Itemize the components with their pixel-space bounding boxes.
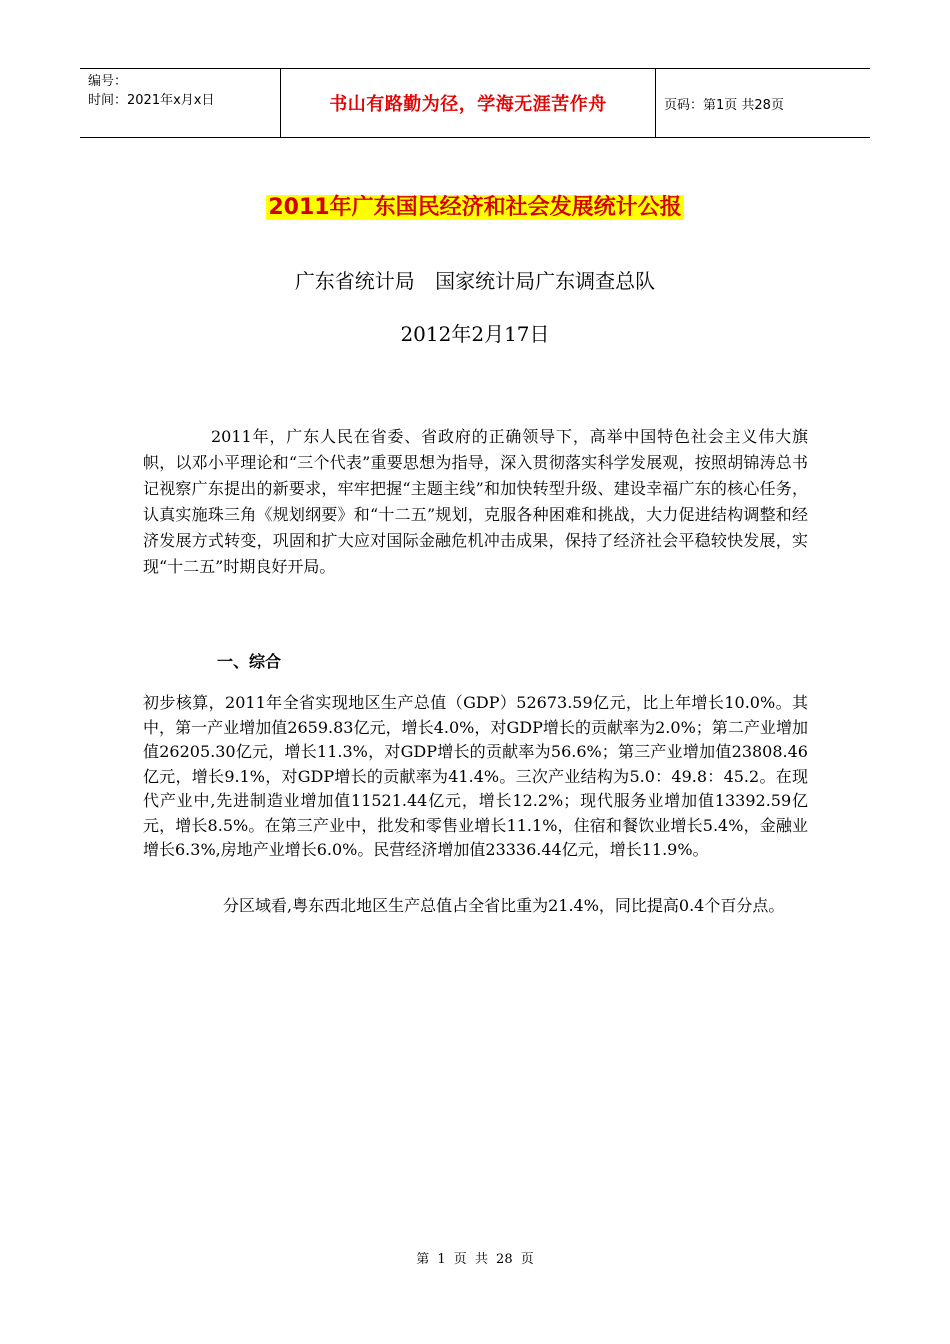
time-label: 时间：2021年x月x日 bbox=[88, 93, 215, 108]
page-footer: 第 1 页 共 28 页 bbox=[416, 1252, 534, 1267]
header-meta-cell bbox=[80, 69, 281, 137]
document-authors: 广东省统计局 国家统计局广东调查总队 bbox=[294, 269, 656, 293]
header-motto-cell bbox=[281, 69, 656, 137]
header-page-cell bbox=[656, 69, 870, 137]
section-paragraph-region: 分区域看,粤东西北地区生产总值占全省比重为21.4%，同比提高0.4个百分点。 bbox=[223, 896, 785, 915]
motto: 书山有路勤为径，学海无涯苦作舟 bbox=[329, 94, 607, 115]
section-paragraph-gdp: 初步核算，2011年全省实现地区生产总值（GDP）52673.59亿元，比上年增长10.0%。其中，第一产业增加值2659.83亿元，增长4.0%，对GDP增长的贡献率为2.0%；第二产业增加值26205.30亿元，增长11.3%，对GDP增长的贡献率为56.6%；第三产业增加值23808.46亿元，增长9.1%，对GDP增长的贡献率为41.4%。三次产业结构为5.0：49.8：45.2。在现代产业中,先进制造业增加值11521.44亿元，增长12.2%；现代服务业增加值13392.59亿元，增长8.5%。在第三产业中，批发和零售业增长11.1%，住宿和餐饮业增长5.4%，金融业增长6.3%,房地产业增长6.0%。民营经济增加值23336.44亿元，增长11.9%。 bbox=[143, 693, 808, 859]
header-table bbox=[80, 68, 870, 138]
page-code: 页码：第1页 共28页 bbox=[664, 97, 784, 113]
document-title: 2011年广东国民经济和社会发展统计公报 bbox=[268, 195, 682, 220]
publication-date: 2012年2月17日 bbox=[400, 322, 550, 346]
intro-paragraph: 2011年，广东人民在省委、省政府的正确领导下，高举中国特色社会主义伟大旗帜，以邓小平理论和“三个代表”重要思想为指导，深入贯彻落实科学发展观，按照胡锦涛总书记视察广东提出的新要求，牢牢把握“主题主线”和加快转型升级、建设幸福广东的核心任务，认真实施珠三角《规划纲要》和“十二五”规划，克服各种困难和挑战，大力促进结构调整和经济发展方式转变，巩固和扩大应对国际金融危机冲击成果，保持了经济社会平稳较快发展，实现“十二五”时期良好开局。 bbox=[143, 427, 808, 576]
number-label: 编号： bbox=[88, 74, 128, 89]
section-heading: 一、综合 bbox=[217, 652, 282, 671]
document-title-wrapper bbox=[0, 190, 950, 221]
